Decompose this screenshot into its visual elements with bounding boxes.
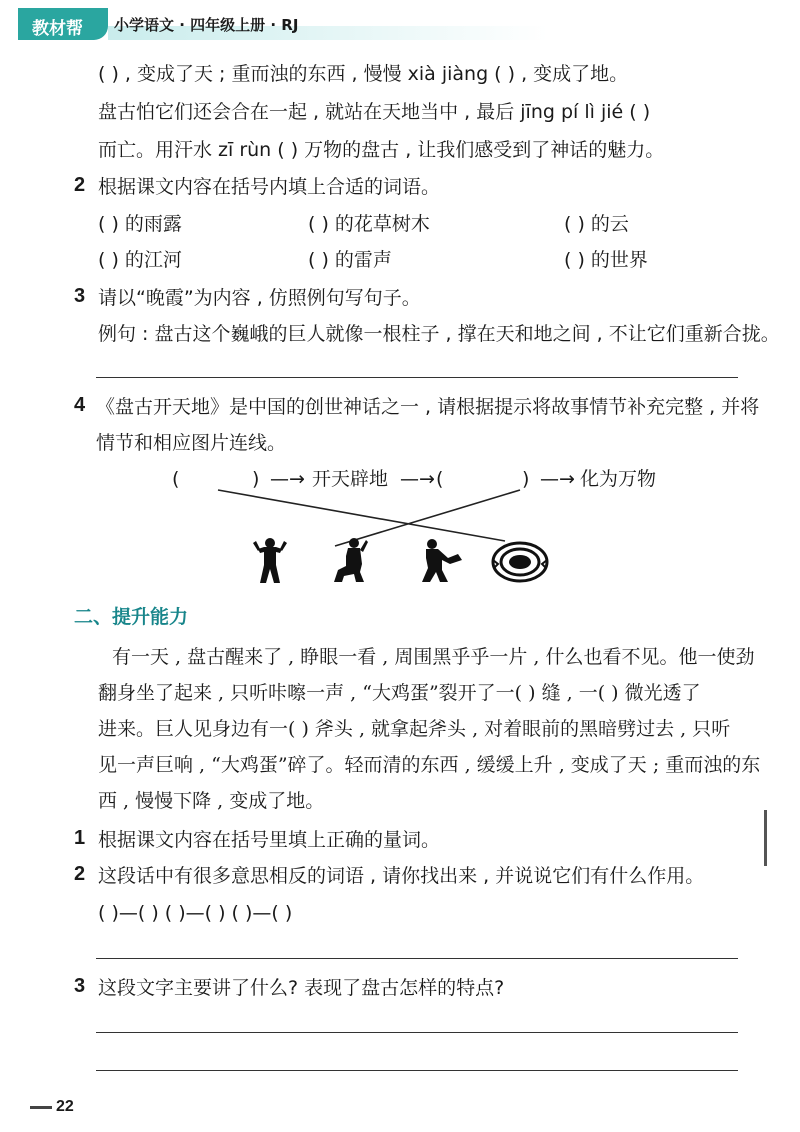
- q3-example: 例句 : 盘古这个巍峨的巨人就像一根柱子 , 撑在天和地之间 , 不让它们重新合拢。: [98, 323, 780, 345]
- brand-badge-text: 教材帮: [32, 19, 83, 38]
- q1-line2: 盘古怕它们还会合在一起 , 就站在天地当中 , 最后 jīng pí lì jié ( ): [98, 101, 651, 123]
- q2-fill-5[interactable]: ( ) 的雷声: [308, 249, 392, 271]
- flow-label-creation: 开天辟地: [312, 468, 389, 490]
- page-number: 22: [56, 1098, 74, 1115]
- q2-number: 2: [74, 174, 86, 196]
- q3-number: 3: [74, 285, 86, 307]
- q3-text: 请以“晚霞”为内容 , 仿照例句写句子。: [98, 287, 421, 309]
- q2-fill-1[interactable]: ( ) 的雨露: [98, 213, 182, 235]
- book-title: 小学语文 · 四年级上册 · RJ: [114, 16, 299, 34]
- flow-label-transform: 化为万物: [580, 468, 657, 490]
- q2-fill-4[interactable]: ( ) 的江河: [98, 249, 182, 271]
- q1-line1: ( ) , 变成了天 ; 重而浊的东西 , 慢慢 xià jiàng ( ) , 变成了地。: [98, 63, 629, 85]
- p2-q3-number: 3: [74, 975, 86, 997]
- p2-q2-answer-line[interactable]: [96, 958, 738, 959]
- flow-arrow-2: —→: [400, 468, 435, 490]
- p2-q2-number: 2: [74, 863, 86, 885]
- passage-line-4: 见一声巨响 , “大鸡蛋”碎了。轻而清的东西 , 缓缓上升 , 变成了天 ; 重而浊的东: [98, 754, 761, 776]
- q1-line3: 而亡。用汗水 zī rùn ( ) 万物的盘古 , 让我们感受到了神话的魅力。: [98, 139, 665, 161]
- passage-line-5: 西 , 慢慢下降 , 变成了地。: [98, 790, 325, 812]
- q4-line2: 情节和相应图片连线。: [96, 432, 287, 454]
- passage-line-1: 有一天 , 盘古醒来了 , 睁眼一看 , 周围黑乎乎一片 , 什么也看不见。他一使劲: [112, 646, 755, 668]
- p2-q2-text: 这段话中有很多意思相反的词语 , 请你找出来 , 并说说它们有什么作用。: [98, 865, 705, 887]
- q2-fill-6[interactable]: ( ) 的世界: [564, 249, 648, 271]
- p2-q3-answer-line-1[interactable]: [96, 1032, 738, 1033]
- flow-arrow-3: —→: [540, 468, 575, 490]
- figure-axe-icon[interactable]: [418, 536, 464, 584]
- figure-egg-icon[interactable]: [490, 540, 550, 584]
- flow-open-2[interactable]: (: [436, 468, 444, 490]
- flow-open-1[interactable]: (: [172, 468, 180, 490]
- passage-line-3: 进来。巨人见身边有一( ) 斧头 , 就拿起斧头 , 对着眼前的黑暗劈过去 , 只听: [98, 718, 731, 740]
- p2-q3-text: 这段文字主要讲了什么? 表现了盘古怎样的特点?: [98, 977, 505, 999]
- flow-arrow-1: —→: [270, 468, 305, 490]
- margin-mark: [764, 810, 767, 866]
- q2-text: 根据课文内容在括号内填上合适的词语。: [98, 176, 441, 198]
- p2-q3-answer-line-2[interactable]: [96, 1070, 738, 1071]
- p2-q1-number: 1: [74, 827, 86, 849]
- q4-line1: 《盘古开天地》是中国的创世神话之一 , 请根据提示将故事情节补充完整 , 并将: [96, 396, 760, 418]
- q2-fill-3[interactable]: ( ) 的云: [564, 213, 629, 235]
- section-title-improve: 二、提升能力: [74, 606, 189, 628]
- figure-standing-icon[interactable]: [250, 535, 290, 585]
- p2-q1-text: 根据课文内容在括号里填上正确的量词。: [98, 829, 441, 851]
- passage-line-2: 翻身坐了起来 , 只听咔嚓一声 , “大鸡蛋”裂开了一( ) 缝 , 一( ) 微光透了: [98, 682, 701, 704]
- footer-dash: [30, 1106, 52, 1109]
- p2-q2-pairs[interactable]: ( )—( ) ( )—( ) ( )—( ): [98, 902, 293, 924]
- q2-fill-2[interactable]: ( ) 的花草树木: [308, 213, 430, 235]
- q4-number: 4: [74, 394, 86, 416]
- flow-close-1: ): [252, 468, 260, 490]
- flow-close-2: ): [522, 468, 530, 490]
- figure-kneeling-icon[interactable]: [330, 536, 370, 584]
